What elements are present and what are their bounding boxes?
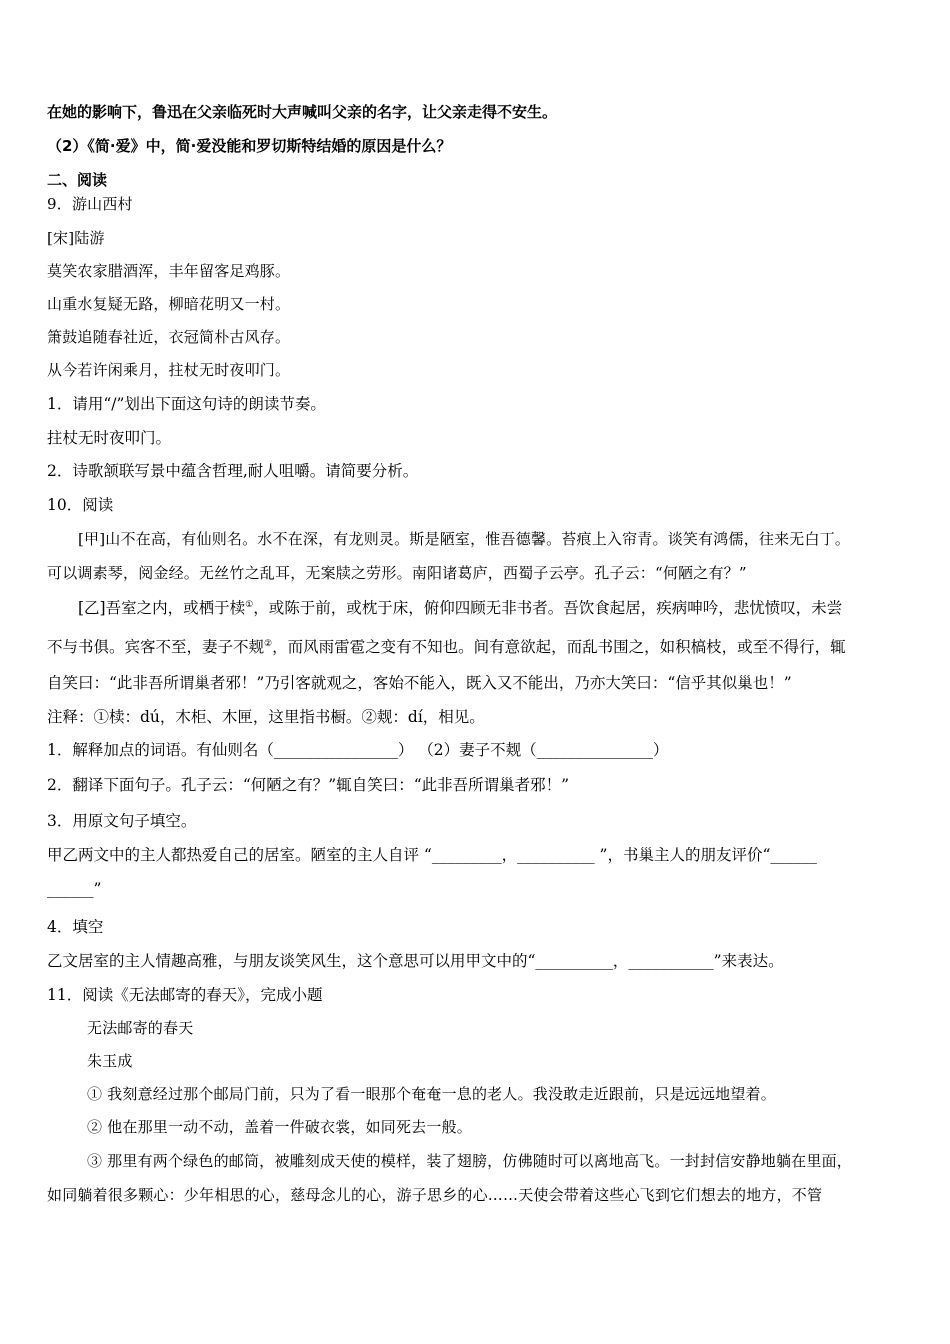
question-9-1: 1．请用“/”划出下面这句诗的朗读节奏。: [47, 395, 326, 413]
poem-line-2: 山重水复疑无路，柳暗花明又一村。: [47, 295, 291, 313]
question-10-4-blank: 乙文居室的主人情趣高雅，与朋友谈笑风生，这个意思可以用甲文中的“__________，___________”来表达。: [47, 952, 784, 970]
article-author: 朱玉成: [87, 1052, 133, 1070]
question-9-2: 2．诗歌颔联写景中蕴含哲理,耐人咀嚼。请简要分析。: [47, 462, 419, 480]
footnote-mark: ②: [264, 638, 273, 649]
section-heading-reading: 二、阅读: [47, 171, 108, 189]
question-10-3-blank-cont: ______”: [47, 880, 102, 898]
question-10-title: 10．阅读: [47, 496, 114, 514]
article-paragraph-3: ③ 那里有两个绿色的邮筒，被雕刻成天使的模样，装了翅膀，仿佛随时可以离地高飞。一封封信安静地躺在里面，: [87, 1152, 852, 1170]
passage-yi-line-3: 自笑曰：“此非吾所谓巢者邪！”乃引客就观之，客始不能入，既入又不能出，乃亦大笑曰：“信乎其似巢也！”: [47, 674, 792, 692]
poem-line-3: 箫鼓追随春社近，衣冠简朴古风存。: [47, 328, 291, 346]
question-9-1-line: 拄杖无时夜叩门。: [47, 429, 172, 447]
passage-jia-line-2: 可以调素琴，阅金经。无丝竹之乱耳，无案牍之劳形。南阳诸葛庐，西蜀子云亭。孔子云：“何陋之有？”: [47, 564, 747, 582]
question-jane-eyre: （2）《简·爱》中，简·爱没能和罗切斯特结婚的原因是什么？: [47, 137, 452, 155]
question-10-1: 1．解释加点的词语。有仙则名（________________） （2）妻子不觌（_______________）: [47, 741, 669, 759]
poem-line-1: 莫笑农家腊酒浑，丰年留客足鸡豚。: [47, 262, 291, 280]
question-11-title: 11．阅读《无法邮寄的春天》，完成小题: [47, 986, 323, 1004]
answer-line: 在她的影响下，鲁迅在父亲临死时大声喊叫父亲的名字，让父亲走得不安生。: [47, 103, 558, 121]
question-10-3: 3．用原文句子填空。: [47, 812, 197, 830]
passage-jia-line-1: [甲]山不在高，有仙则名。水不在深，有龙则灵。斯是陋室，惟吾德馨。苔痕上入帘青。谈笑有鸿儒，往来无白丁。: [78, 530, 851, 548]
article-paragraph-3-cont: 如同躺着很多颗心：少年相思的心，慈母念儿的心，游子思乡的心……天使会带着这些心飞到它们想去的地方，不管: [47, 1186, 823, 1204]
passage-yi-line-2: 不与书俱。宾客不至，妻子不觌②，而风雨雷雹之变有不知也。间有意欲起，而乱书围之，如积槁枝，或至不得行，辄: [47, 638, 846, 656]
poem-line-4: 从今若许闲乘月，拄杖无时夜叩门。: [47, 361, 291, 379]
footnote-mark: ①: [245, 599, 254, 610]
question-10-2: 2．翻译下面句子。孔子云：“何陋之有？”辄自笑曰：“此非吾所谓巢者邪！”: [47, 776, 570, 794]
article-title: 无法邮寄的春天: [87, 1019, 194, 1037]
question-10-3-blank: 甲乙两文中的主人都热爱自己的居室。陋室的主人自评 “_________，__________ ”，书巢主人的朋友评价“______: [47, 846, 817, 864]
article-paragraph-2: ② 他在那里一动不动，盖着一件破衣裳，如同死去一般。: [87, 1118, 472, 1136]
question-10-4: 4．填空: [47, 918, 104, 936]
poem-author: [宋]陆游: [47, 229, 105, 247]
passage-yi-line-1: [乙]吾室之内，或栖于椟①，或陈于前，或枕于床，俯仰四顾无非书者。吾饮食起居，疾病呻吟，悲忧愤叹，未尝: [78, 599, 843, 617]
poem-title: 9．游山西村: [47, 195, 133, 213]
annotation: 注释：①椟：dú，木柜、木匣，这里指书橱。②觌：dí，相见。: [47, 708, 485, 726]
article-paragraph-1: ① 我刻意经过那个邮局门前，只为了看一眼那个奄奄一息的老人。我没敢走近跟前，只是远远地望着。: [87, 1085, 776, 1103]
